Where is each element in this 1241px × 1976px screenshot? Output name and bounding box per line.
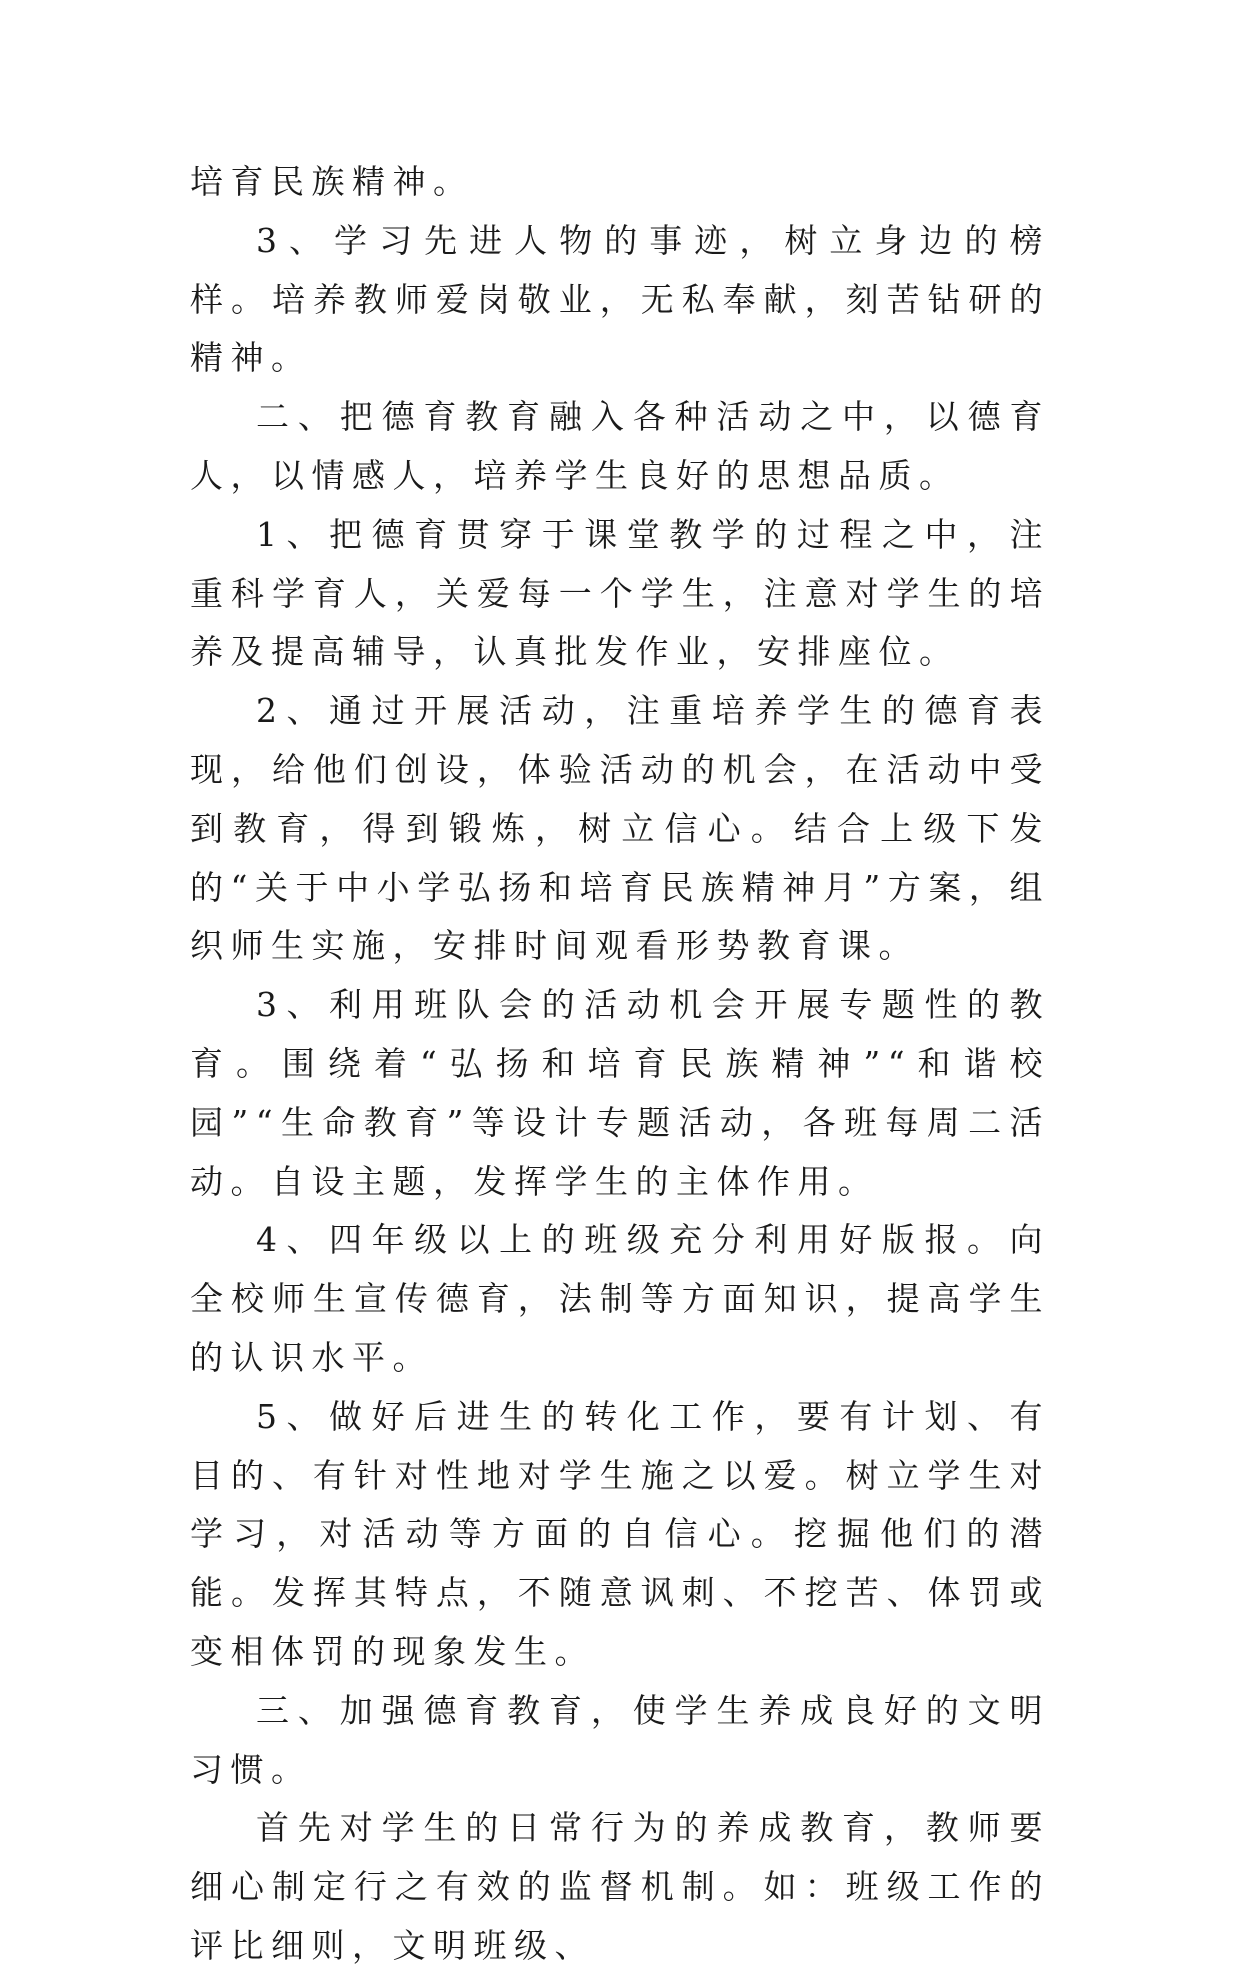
paragraph-3-heading-two: 二、把德育教育融入各种活动之中，以德育人，以情感人，培养学生良好的思想品质。 bbox=[190, 397, 1050, 495]
paragraph-5: 2、通过开展活动，注重培养学生的德育表现，给他们创设，体验活动的机会，在活动中受到教育，得到锻炼，树立信心。结合上级下发的“关于中小学弘扬和培育民族精神月”方案，组织师生实施，安排时间观看形势教育课。 bbox=[190, 691, 1050, 966]
paragraph-1: 培育民族精神。 bbox=[190, 162, 474, 201]
paragraph-2: 3、学习先进人物的事迹，树立身边的榜样。培养教师爱岗敬业，无私奉献，刻苦钻研的精神。 bbox=[190, 220, 1050, 378]
paragraph-9-heading-three: 三、加强德育教育，使学生养成良好的文明习惯。 bbox=[190, 1690, 1050, 1789]
paragraph-10: 首先对学生的日常行为的养成教育，教师要细心制定行之有效的监督机制。如：班级工作的评比细则，文明班级、 bbox=[190, 1808, 1050, 1965]
document-page bbox=[190, 153, 1050, 1976]
paragraph-4: 1、把德育贯穿于课堂教学的过程之中，注重科学育人，关爱每一个学生，注意对学生的培养及提高辅导，认真批发作业，安排座位。 bbox=[190, 514, 1050, 672]
paragraph-6: 3、利用班队会的活动机会开展专题性的教育。围绕着“弘扬和培育民族精神”“和谐校园”“生命教育”等设计专题活动，各班每周二活动。自设主题，发挥学生的主体作用。 bbox=[190, 985, 1050, 1201]
paragraph-7: 4、四年级以上的班级充分利用好版报。向全校师生宣传德育，法制等方面知识，提高学生的认识水平。 bbox=[190, 1220, 1050, 1377]
paragraph-8: 5、做好后进生的转化工作，要有计划、有目的、有针对性地对学生施之以爱。树立学生对学习，对活动等方面的自信心。挖掘他们的潜能。发挥其特点，不随意讽刺、不挖苦、体罚或变相体罚的现象发生。 bbox=[190, 1396, 1050, 1671]
